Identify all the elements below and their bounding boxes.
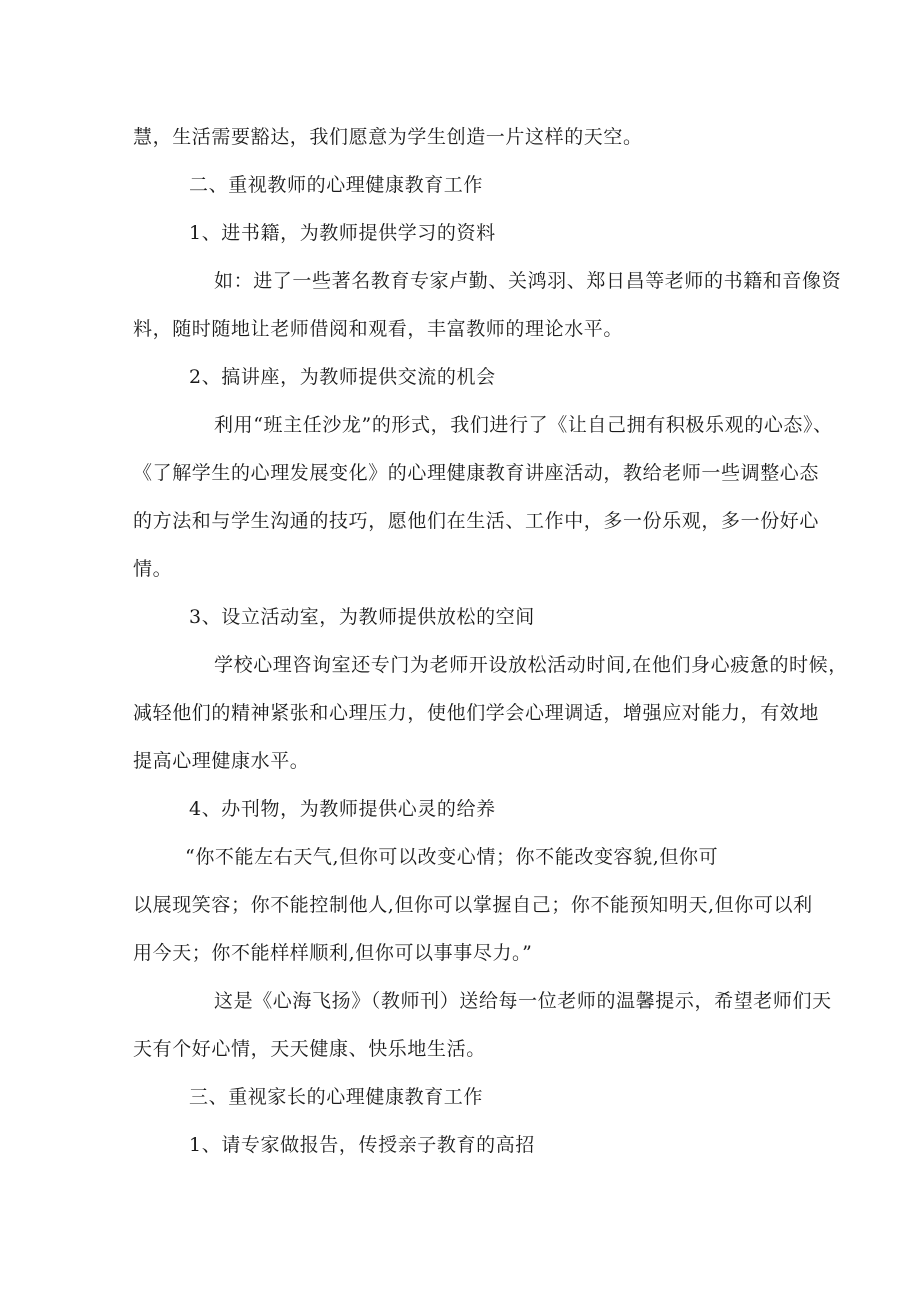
quote-line: “你不能左右天气,但你可以改变心情；你不能改变容貌,但你可 [185,846,719,868]
paragraph-line: 这是《心海飞扬》（教师刊）送给每一位老师的温馨提示，希望老师们天 [214,990,832,1012]
paragraph-line: 学校心理咨询室还专门为老师开设放松活动时间,在他们身心疲惫的时候， [214,654,848,676]
paragraph-line: 减轻他们的精神紧张和心理压力，使他们学会心理调适，增强应对能力，有效地 [133,702,820,724]
subsection-heading: 1、请专家做报告，传授亲子教育的高招 [189,1134,535,1156]
paragraph-line: 利用“班主任沙龙”的形式，我们进行了《让自己拥有积极乐观的心态》、 [214,414,833,436]
paragraph-line: 如：进了一些著名教育专家卢勤、关鸿羽、郑日昌等老师的书籍和音像资 [214,270,842,292]
paragraph-line: 的方法和与学生沟通的技巧，愿他们在生活、工作中，多一份乐观，多一份好心 [133,510,820,532]
quote-line: 以展现笑容；你不能控制他人,但你可以掌握自己；你不能预知明天,但你可以利 [133,894,813,916]
paragraph-line: 情。 [133,558,173,580]
quote-line: 用今天；你不能样样顺利,但你可以事事尽力。” [133,942,533,964]
subsection-heading: 3、设立活动室，为教师提供放松的空间 [189,606,535,628]
paragraph-line: 料，随时随地让老师借阅和观看，丰富教师的理论水平。 [133,318,624,340]
section-heading: 二、重视教师的心理健康教育工作 [189,174,484,196]
paragraph-line: 天有个好心情，天天健康、快乐地生活。 [133,1038,486,1060]
subsection-heading: 2、搞讲座，为教师提供交流的机会 [189,366,496,388]
paragraph-line: 提高心理健康水平。 [133,750,310,772]
paragraph-line: 慧，生活需要豁达，我们愿意为学生创造一片这样的天空。 [133,126,643,148]
subsection-heading: 1、进书籍，为教师提供学习的资料 [189,222,496,244]
subsection-heading: 4、办刊物，为教师提供心灵的给养 [189,798,496,820]
paragraph-line: 《了解学生的心理发展变化》的心理健康教育讲座活动，教给老师一些调整心态 [133,462,820,484]
section-heading: 三、重视家长的心理健康教育工作 [189,1086,484,1108]
